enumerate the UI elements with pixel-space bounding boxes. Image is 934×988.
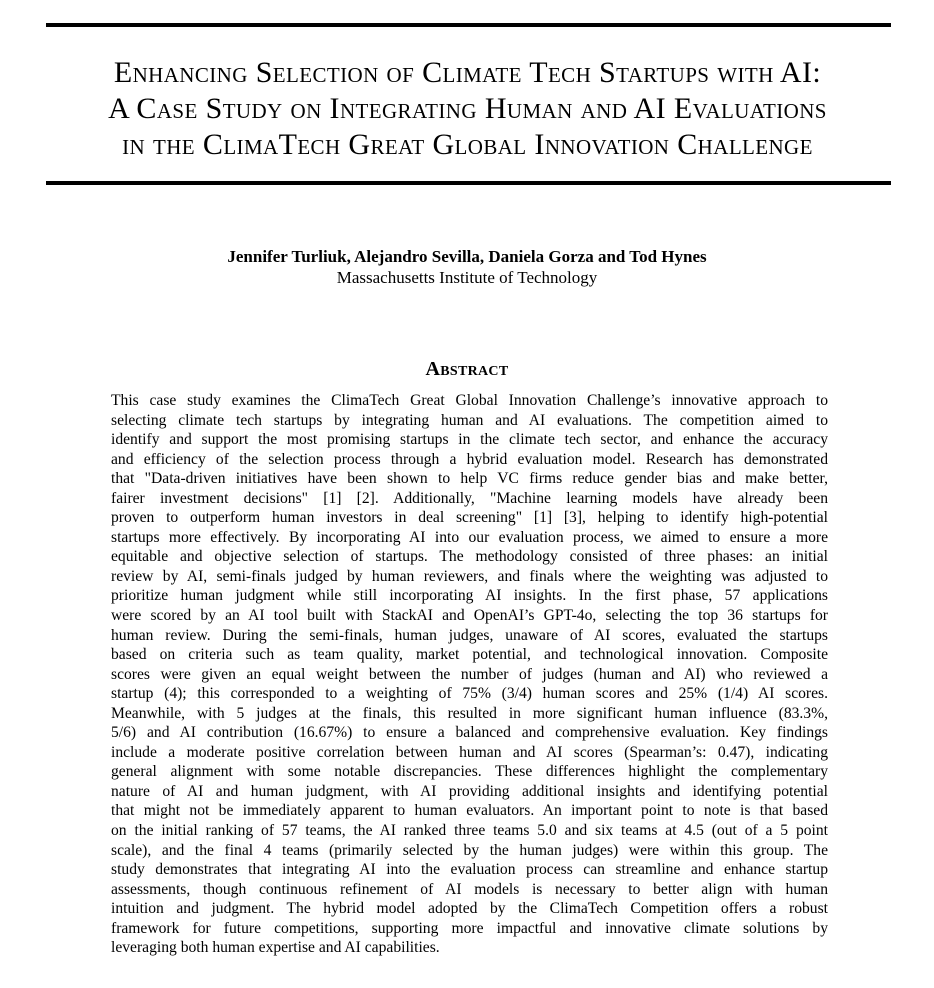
abstract-line: startups more effectively. By incorporating AI into our evaluation process, we aimed to ensure a more bbox=[111, 528, 828, 546]
abstract-line: proven to outperform human investors in deal screening" [1] [3], helping to identify high-potential bbox=[111, 509, 828, 527]
abstract-line: were scored by an AI tool built with StackAI and OpenAI’s GPT-4o, selecting the top 36 startups for bbox=[111, 607, 828, 625]
abstract-heading: Abstract bbox=[425, 358, 509, 380]
abstract-line: startup (4); this corresponded to a weighting of 75% (3/4) human scores and 25% (1/4) AI scores. bbox=[111, 685, 828, 703]
affiliation: Massachusetts Institute of Technology bbox=[336, 268, 598, 287]
abstract-line: intuition and judgment. The hybrid model adopted by the ClimaTech Competition offers a robust bbox=[111, 900, 828, 918]
abstract-line: on the initial ranking of 57 teams, the AI ranked three teams 5.0 and six teams at 4.5 (out of a 5 point bbox=[111, 822, 828, 840]
abstract-line: This case study examines the ClimaTech Great Global Innovation Challenge’s innovative approach to bbox=[111, 392, 828, 409]
abstract-line: that "Data-driven initiatives have been shown to help VC firms reduce gender bias and make better, bbox=[111, 470, 828, 488]
title-line: Enhancing Selection of Climate Tech Startups with AI: bbox=[113, 56, 822, 89]
abstract-line: Meanwhile, with 5 judges at the finals, this resulted in more significant human influence (83.3%, bbox=[111, 704, 828, 722]
paper-title bbox=[30, 55, 905, 163]
abstract-line: identify and support the most promising startups in the climate tech sector, and enhance the accuracy bbox=[111, 431, 828, 449]
abstract-line: framework for future competitions, supporting more impactful and innovative climate solutions by bbox=[111, 919, 828, 937]
abstract-line: study demonstrates that integrating AI into the evaluation process can streamline and enhance startup bbox=[111, 861, 828, 879]
abstract-line: equitable and objective selection of startups. The methodology consisted of three phases: an initial bbox=[111, 548, 828, 566]
abstract-line: review by AI, semi-finals judged by human reviewers, and finals where the weighting was adjusted to bbox=[111, 567, 828, 585]
author-list: Jennifer Turliuk, Alejandro Sevilla, Daniela Gorza and Tod Hynes bbox=[227, 247, 707, 266]
title-bottom-rule bbox=[46, 181, 891, 185]
abstract-line: assessments, though continuous refinement of AI models is necessary to better align with human bbox=[111, 880, 828, 898]
abstract-line: fairer investment decisions" [1] [2]. Additionally, "Machine learning models have already been bbox=[111, 489, 828, 507]
title-line: A Case Study on Integrating Human and AI Evaluations bbox=[108, 92, 827, 125]
abstract-line: that might not be immediately apparent to human evaluators. An important point to note is that based bbox=[111, 802, 828, 820]
abstract-line: 5/6) and AI contribution (16.67%) to ensure a balanced and comprehensive evaluation. Key findings bbox=[111, 724, 828, 742]
abstract-line: general alignment with some notable discrepancies. These differences highlight the complementary bbox=[111, 763, 828, 781]
abstract-line: prioritize human judgment while still incorporating AI insights. In the first phase, 57 applications bbox=[111, 587, 828, 605]
abstract-body bbox=[111, 391, 828, 958]
abstract-line: and efficiency of the selection process through a hybrid evaluation model. Research has demonstrated bbox=[111, 450, 828, 468]
abstract-line: nature of AI and human judgment, with AI providing additional insights and identifying potential bbox=[111, 782, 828, 800]
abstract-line: human review. During the semi-finals, human judges, unaware of AI scores, evaluated the startups bbox=[111, 626, 828, 644]
abstract-line: selecting climate tech startups by integrating human and AI evaluations. The competition aimed to bbox=[111, 411, 828, 429]
abstract-line: include a moderate positive correlation between human and AI scores (Spearman’s: 0.47), indicating bbox=[111, 743, 828, 761]
abstract-line: scale), and the final 4 teams (primarily selected by the human judges) were within this group. The bbox=[111, 841, 828, 859]
abstract-line: leveraging both human expertise and AI capabilities. bbox=[111, 939, 440, 957]
title-line: in the ClimaTech Great Global Innovation Challenge bbox=[122, 128, 813, 161]
title-top-rule bbox=[46, 23, 891, 27]
abstract-line: scores were given an equal weight between the number of judges (human and AI) who reviewed a bbox=[111, 665, 828, 683]
abstract-line: based on criteria such as team quality, market potential, and technological innovation. Composite bbox=[111, 646, 828, 664]
